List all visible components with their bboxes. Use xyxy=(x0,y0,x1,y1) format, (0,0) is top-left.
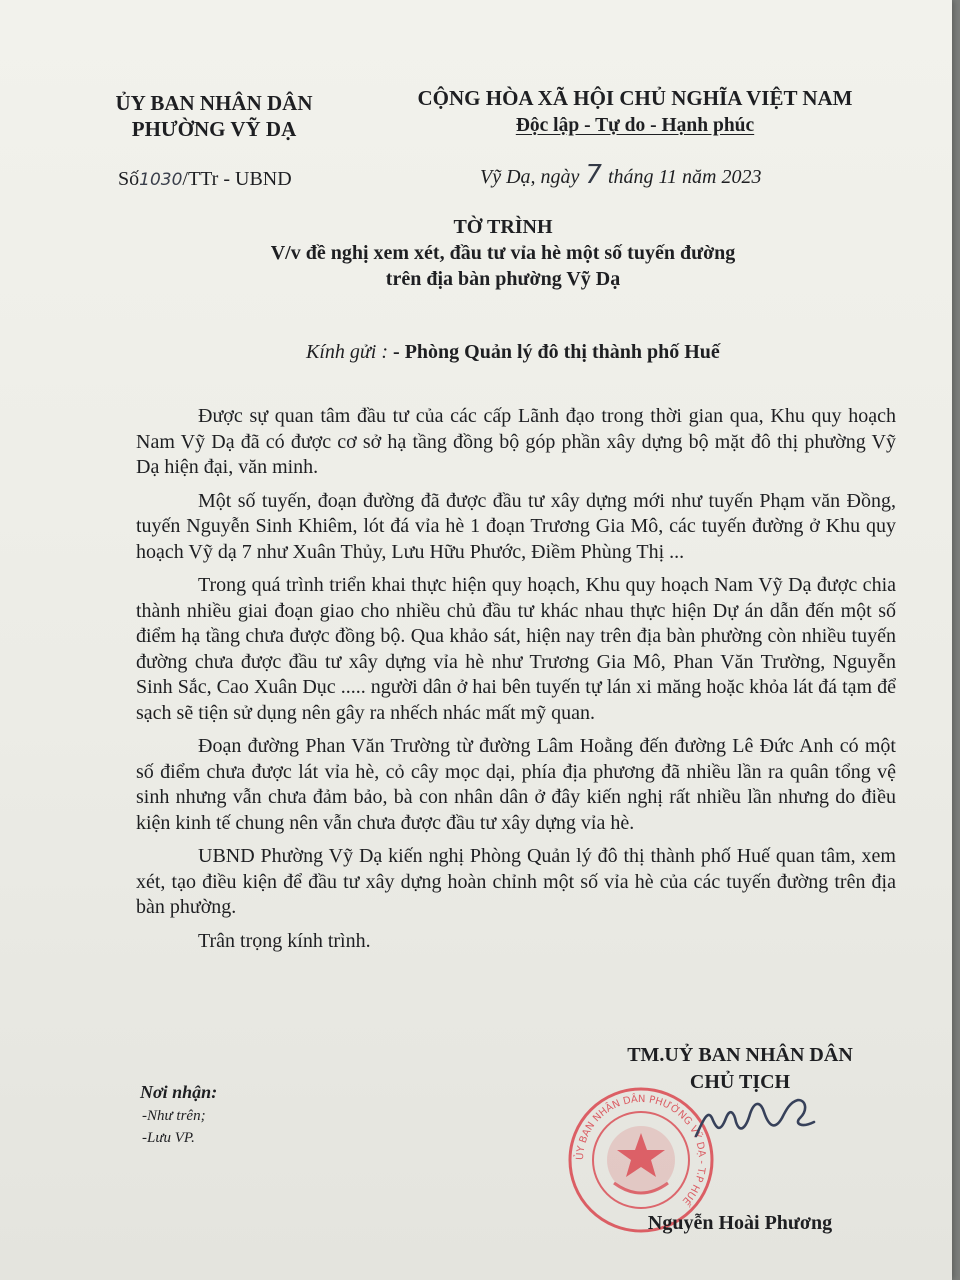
body-paragraph-5: UBND Phường Vỹ Dạ kiến nghị Phòng Quản lý đô thị thành phố Huế quan tâm, xem xét, tạo điều kiện để đầu tư xây dựng hoàn chỉnh một số vỉa hè của các tuyến đường trên địa bàn phường. xyxy=(136,845,896,918)
document-body xyxy=(136,404,896,962)
recipient-value: - Phòng Quản lý đô thị thành phố Huế xyxy=(388,341,720,363)
seal-text: ỦY BAN NHÂN DÂN PHƯỜNG VỸ DẠ - T.P HUẾ xyxy=(574,1093,708,1207)
body-paragraph-2: Một số tuyến, đoạn đường đã được đầu tư xây dựng mới như tuyến Phạm văn Đồng, tuyến Nguyễn Sinh Khiêm, lót đá vỉa hè 1 đoạn Trương Gia Mô, các tuyến đường ở Khu quy hoạch Vỹ dạ 7 như Xuân Thủy, Lưu Hữu Phước, Điềm Phùng Thị ... xyxy=(136,489,896,563)
handwritten-signature-icon xyxy=(690,1088,820,1148)
body-paragraph-1: Được sự quan tâm đầu tư của các cấp Lãnh đạo trong thời gian qua, Khu quy hoạch Nam Vỹ Dạ đã có được cơ sở hạ tầng đồng bộ góp phần xây dựng bộ mặt đô thị phường Vỹ Dạ hiện đại, văn minh. xyxy=(136,405,896,478)
title-line2: V/v đề nghị xem xét, đầu tư vỉa hè một số tuyến đường xyxy=(270,242,736,264)
recipient-line xyxy=(306,341,720,364)
signatory-line1: TM.UỶ BAN NHÂN DÂN xyxy=(627,1044,853,1066)
doc-number-prefix: Số xyxy=(118,168,140,190)
document-number xyxy=(118,168,292,191)
doc-number-suffix: /TTr - UBND xyxy=(182,168,292,190)
signatory-name: Nguyễn Hoài Phương xyxy=(647,1212,833,1234)
body-paragraph-3: Trong quá trình triển khai thực hiện quy hoạch, Khu quy hoạch Nam Vỹ Dạ được chia thành nhiều giai đoạn giao cho nhiều chủ đầu tư khác nhau thực hiện Dự án dẫn đến một số điểm hạ tầng chưa được đồng bộ. Qua khảo sát, hiện nay trên địa bàn phường còn nhiều tuyến đường chưa được đầu tư xây dựng vỉa hè như Trương Gia Mô, Phan Văn Trường, Nguyễn Sinh Sắc, Cao Xuân Dục ..... người dân ở hai bên tuyến tự lán xi măng hoặc khỏa lát đá tạm để sạch sẽ tiện sử dụng nên gây ra nhếch nhác mất mỹ quan. xyxy=(136,574,896,724)
national-motto: Độc lập - Tự do - Hạnh phúc xyxy=(515,115,755,136)
national-header xyxy=(372,84,898,140)
recipient-label: Kính gửi : xyxy=(306,341,389,363)
org-line2: PHƯỜNG VỸ DẠ xyxy=(131,117,297,141)
date-before: Vỹ Dạ, ngày xyxy=(480,166,580,188)
title-line1: TỜ TRÌNH xyxy=(453,216,553,238)
doc-number-handwritten: 1030 xyxy=(139,170,183,190)
recipients-item-1: -Như trên; xyxy=(142,1108,206,1124)
nation-name: CỘNG HÒA XÃ HỘI CHỦ NGHĨA VIỆT NAM xyxy=(417,86,853,110)
body-paragraph-4: Đoạn đường Phan Văn Trường từ đường Lâm Hoằng đến đường Lê Đức Anh có một số điểm chưa được lát vỉa hè, cỏ cây mọc dại, phía địa phương đã nhiều lần ra quân tổng vệ sinh nhưng vẫn chưa đảm bảo, bà con nhân dân ở đây kiến nghị rất nhiều lần nhưng do điều kiện kinh tế chung nên vẫn chưa được đầu tư xây dựng vỉa hè. xyxy=(136,735,896,834)
closing-line: Trân trọng kính trình. xyxy=(198,929,371,952)
recipients-title: Nơi nhận: xyxy=(140,1082,218,1102)
date-day-handwritten: 7 xyxy=(585,160,602,190)
recipients-item-2: -Lưu VP. xyxy=(142,1130,195,1146)
signatory-line2: CHỦ TỊCH xyxy=(689,1071,791,1093)
title-line3: trên địa bàn phường Vỹ Dạ xyxy=(385,268,621,290)
issuing-organization xyxy=(84,90,344,142)
document-date xyxy=(480,160,761,190)
date-after: tháng 11 năm 2023 xyxy=(607,166,762,188)
document-title xyxy=(160,214,846,292)
org-line1: ỦY BAN NHÂN DÂN xyxy=(115,91,313,115)
